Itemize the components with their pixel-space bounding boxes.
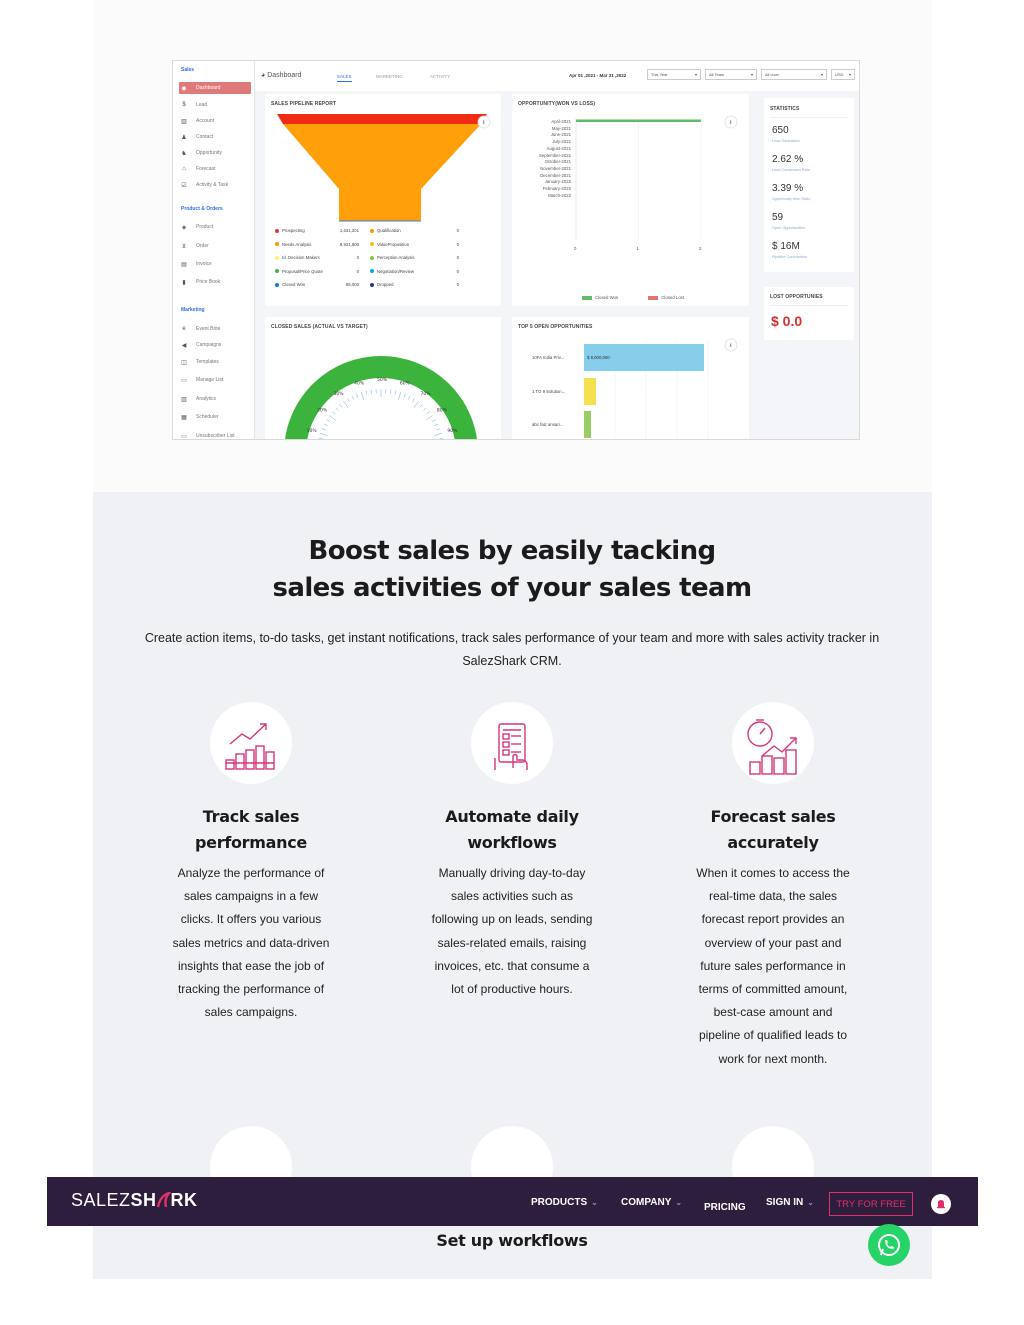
- sidebar-item-unsubscriber-list[interactable]: [179, 430, 251, 440]
- legend-label: Prospecting: [282, 228, 305, 233]
- legend-dot: [370, 229, 374, 233]
- feature-description-line: future sales performance in: [700, 958, 846, 973]
- feature-description-line: work for next month.: [718, 1051, 828, 1066]
- gauge-tick: [322, 429, 326, 431]
- chevron-down-icon: ⌄: [807, 1198, 814, 1207]
- gauge-tick-label: 80%: [436, 408, 447, 414]
- gauge-tick-label: 60%: [399, 381, 410, 387]
- top5-label: 1 TO 9 Solution...: [532, 389, 566, 394]
- legend-item[interactable]: [370, 255, 415, 260]
- download-icon: ⬇: [481, 120, 486, 126]
- opportunity-card: [512, 94, 749, 306]
- shark-fin-icon: [157, 1192, 171, 1208]
- legend-dot: [275, 283, 279, 287]
- sidebar-item-label: Price Book: [196, 279, 221, 285]
- stat-value: 59: [772, 212, 784, 223]
- legend-label: Negotiation/Review: [377, 268, 415, 274]
- legend-value: 0: [456, 241, 459, 247]
- legend-item[interactable]: [370, 242, 409, 247]
- feature-description-line: invoices, etc. that consume a: [434, 958, 590, 973]
- feature-description-line: pipeline of qualified leads to: [698, 1028, 848, 1043]
- top5-card: [512, 317, 749, 440]
- feature-description-line: best-case amount and: [713, 1005, 833, 1020]
- sidebar-item-lead[interactable]: [179, 99, 251, 111]
- feature-description: [422, 862, 602, 1001]
- top5-label: abc faiz ansari...: [532, 422, 564, 427]
- statistics-card: [764, 98, 854, 272]
- feature-description-line: following up on leads, sending: [431, 912, 593, 927]
- gauge-tick-label: 30%: [333, 392, 344, 398]
- stat-label: Lead Generated: [772, 139, 800, 143]
- book-icon: ▮: [182, 279, 186, 286]
- calendar-icon: ▦: [181, 414, 187, 421]
- gauge-tick: [412, 398, 414, 401]
- whatsapp-icon: [876, 1232, 902, 1258]
- gauge-tick: [398, 392, 400, 400]
- month-label: November-2021: [540, 165, 571, 171]
- nav-label: COMPANY: [621, 1197, 672, 1208]
- x-tick-label: 2: [699, 246, 702, 251]
- legend-label: Proposal/Price Quote: [282, 268, 323, 274]
- whatsapp-button[interactable]: [868, 1224, 910, 1266]
- legend-dot: [370, 242, 374, 246]
- stat-label: Lead Conversion Rate: [772, 168, 810, 172]
- legend-item[interactable]: [275, 282, 305, 287]
- event-icon: e: [182, 326, 186, 332]
- list-icon: ▭: [181, 433, 187, 440]
- legend-item[interactable]: [370, 282, 393, 287]
- gauge-tick: [357, 394, 359, 398]
- gauge-tick: [348, 398, 350, 401]
- gauge-tick: [423, 408, 426, 411]
- stat-value: 650: [772, 125, 789, 136]
- gauge-tick: [361, 392, 363, 400]
- stat-value: 3.39 %: [772, 183, 804, 194]
- sidebar-item-label: Manage List: [196, 377, 224, 383]
- month-label: December-2021: [540, 172, 571, 178]
- tab-sales[interactable]: SALES: [337, 74, 352, 82]
- legend-value: 0: [456, 282, 459, 287]
- x-tick-label: 0: [574, 246, 577, 251]
- nav-sign-in[interactable]: [766, 1197, 814, 1208]
- legend-dot: [370, 269, 374, 273]
- top5-label: 10FA India Priv...: [532, 355, 565, 360]
- headline-line1: Boost sales by easily tacking: [308, 536, 716, 566]
- gauge-tick: [339, 404, 342, 407]
- nav-label: SIGN IN: [766, 1197, 804, 1208]
- dashboard-title-text: Dashboard: [267, 72, 302, 79]
- template-icon: ◫: [181, 359, 187, 366]
- feature-description-line: tracking the performance of: [177, 982, 325, 997]
- opportunity-icon: ♞: [181, 150, 187, 157]
- dashboard-screenshot: [172, 60, 860, 440]
- legend-label: Needs Analysis: [282, 241, 312, 247]
- feature-description-line: clicks. It offers you various: [180, 912, 322, 927]
- month-label: June-2021: [550, 132, 571, 138]
- legend-label-won: Closed Won: [595, 295, 619, 300]
- feature-description: [683, 862, 863, 1071]
- card-title: SALES PIPELINE REPORT: [271, 101, 337, 107]
- feature-title: accurately: [727, 833, 819, 852]
- legend-item[interactable]: [370, 228, 401, 233]
- sales-pipeline-card: [265, 94, 501, 306]
- month-label: August-2021: [546, 145, 571, 151]
- card-title: OPPORTUNITY(WON VS LOSS): [518, 101, 596, 107]
- legend-value: 85,000: [345, 282, 359, 287]
- box-icon: ◈: [181, 224, 187, 231]
- intro-line1: Create action items, to-do tasks, get instant notifications, track sales performance of your team and more with sales activity tracker in: [144, 631, 880, 645]
- card-title: LOST OPPORTUNIES: [770, 294, 823, 300]
- notification-button[interactable]: [931, 1194, 951, 1214]
- legend-dot: [275, 256, 279, 260]
- legend-label: Qualification: [377, 228, 401, 233]
- stat-label: Open Opportunities: [772, 226, 805, 230]
- gauge-tick: [395, 391, 396, 395]
- feature-description-line: real-time data, the sales: [708, 889, 838, 904]
- month-label: October-2021: [544, 159, 571, 165]
- legend-label-lost: Closed Lost: [661, 295, 685, 300]
- gauge-tick-label: 90%: [447, 429, 458, 435]
- opportunity-month-labels: [512, 94, 571, 306]
- gauge-tick-label: 70%: [420, 392, 431, 398]
- currency-select[interactable]: USD ▾: [831, 69, 855, 80]
- dashboard-icon: ◉: [181, 85, 187, 92]
- sidebar-item-label: Unsubscriber List: [196, 433, 235, 439]
- legend-value: 0: [456, 268, 459, 274]
- x-tick-label: 1: [636, 246, 639, 251]
- gauge-tick: [439, 438, 443, 439]
- period-select[interactable]: This Year ▾: [647, 69, 701, 80]
- feature-description-line: forecast report provides an: [701, 912, 845, 927]
- salezshark-logo[interactable]: [71, 1190, 198, 1211]
- gauge-tick: [336, 408, 339, 411]
- chevron-down-icon: ⌄: [591, 1198, 598, 1207]
- funnel-segment-prospecting: [277, 114, 487, 124]
- card-title: CLOSED SALES (ACTUAL VS TARGET): [271, 324, 368, 330]
- sidebar-item-order[interactable]: [179, 240, 251, 252]
- growth-chart-icon: [210, 702, 292, 784]
- megaphone-icon: ◀: [181, 342, 187, 349]
- user-select[interactable]: All User ▾: [761, 69, 827, 80]
- nav-label: PRODUCTS: [531, 1197, 588, 1208]
- forecast-icon: ⌂: [182, 166, 186, 172]
- gauge-tick: [366, 391, 367, 395]
- gauge-tick: [420, 404, 423, 407]
- gauge-tick: [426, 415, 432, 420]
- sidebar-item-label: Product: [196, 224, 214, 230]
- legend-swatch-lost: [648, 296, 658, 300]
- sidebar-item-label: Analytics: [196, 396, 217, 402]
- gauge-tick: [404, 394, 406, 398]
- stat-value: 2.62 %: [772, 154, 804, 165]
- sidebar-group-sales: Sales: [181, 67, 195, 73]
- contact-icon: ♟: [181, 134, 187, 141]
- month-label: May-2021: [551, 125, 571, 131]
- gauge-tick-label: 20%: [317, 408, 328, 414]
- bank-icon: ▥: [181, 118, 187, 125]
- sidebar-item-label: Campaigns: [196, 342, 222, 348]
- legend-swatch-won: [582, 296, 592, 300]
- legend-value: 0: [356, 255, 359, 260]
- headline-line2: sales activities of your sales team: [272, 573, 752, 603]
- legend-value: 0: [456, 228, 459, 233]
- sidebar-item-templates[interactable]: [179, 356, 251, 368]
- sidebar-item-activity-task[interactable]: [179, 179, 251, 191]
- lost-opportunities-card: [764, 287, 854, 340]
- nav-products[interactable]: [531, 1197, 598, 1208]
- feature-description-line: sales activities such as: [450, 889, 574, 904]
- bell-icon: [935, 1198, 947, 1210]
- sidebar-item-price-book[interactable]: [179, 276, 251, 288]
- feature-title: performance: [195, 833, 307, 852]
- gauge-tick: [352, 396, 354, 400]
- gauge-tick-label: 50%: [377, 378, 388, 383]
- sidebar-item-analytics[interactable]: [179, 393, 251, 405]
- feature-description: [161, 862, 341, 1024]
- feature-icon-circle: [471, 702, 553, 784]
- nav-pricing[interactable]: [704, 1202, 746, 1213]
- sidebar-item-label: Opportunity: [196, 150, 222, 156]
- gauge-tick: [434, 424, 438, 426]
- task-icon: ☑: [181, 182, 187, 189]
- feature-description-line: sales-related emails, raising: [437, 935, 587, 950]
- feature-title: Track sales: [202, 807, 300, 826]
- feature-icon-circle: [732, 702, 814, 784]
- feature-description-line: overview of your past and: [704, 935, 842, 950]
- closed-sales-card: [265, 317, 501, 440]
- feature-description-line: Manually driving day-to-day: [438, 866, 586, 880]
- sidebar-item-scheduler[interactable]: [179, 411, 251, 423]
- sidebar-item-label: Dashboard: [196, 85, 221, 91]
- gauge-tick: [427, 411, 430, 414]
- logo-text-part2: SH: [130, 1190, 157, 1210]
- stat-label: Opportunity Won Ratio: [772, 197, 811, 201]
- sticky-navbar: [47, 1177, 978, 1226]
- sidebar-item-label: Event Brite: [196, 326, 221, 332]
- legend-value: 8,921,800: [339, 241, 359, 247]
- legend-dot: [275, 269, 279, 273]
- legend-value: 1,631,201: [339, 228, 359, 233]
- nav-company[interactable]: [621, 1197, 682, 1208]
- sidebar-item-account[interactable]: [179, 115, 251, 127]
- cart-icon: ⊻: [181, 243, 187, 250]
- legend-label: Dropped: [377, 282, 394, 287]
- try-for-free-button[interactable]: TRY FOR FREE: [829, 1192, 913, 1216]
- legend-label: Perception Analysis: [377, 255, 415, 260]
- pipeline-funnel: [265, 94, 501, 306]
- dashboard-header: [255, 61, 860, 91]
- feature-description-line: Analyze the performance of: [177, 866, 325, 880]
- gauge-tick: [434, 433, 442, 435]
- top5-bar: [584, 411, 591, 438]
- analytics-icon: ▥: [181, 396, 187, 403]
- feature-description-line: lot of productive hours.: [451, 982, 573, 997]
- feature-title: Forecast sales: [710, 807, 836, 826]
- legend-item[interactable]: [275, 255, 320, 260]
- sidebar-item-label: Lead: [196, 102, 208, 108]
- feature-description-line: terms of committed amount,: [698, 982, 848, 997]
- feature-description-line: sales metrics and data-driven: [172, 935, 330, 950]
- month-label: April-2021: [551, 119, 571, 124]
- card-title: STATISTICS: [770, 106, 800, 112]
- feature-description-line: sales campaigns.: [204, 1005, 298, 1020]
- invoice-icon: ▤: [181, 261, 187, 268]
- gauge-tick: [414, 401, 419, 407]
- bar-closed-won: [576, 120, 701, 123]
- sidebar-item-label: Order: [196, 243, 209, 249]
- month-label: September-2021: [538, 152, 571, 158]
- gauge-tick-label: 40%: [354, 381, 365, 387]
- date-range[interactable]: Apr 01 ,2021 - Mar 31 ,2022: [569, 73, 627, 78]
- sidebar-item-label: Account: [196, 118, 215, 124]
- sidebar-item-dashboard[interactable]: [179, 82, 251, 94]
- lost-value: $ 0.0: [771, 313, 803, 329]
- logo-text-part3: RK: [170, 1190, 198, 1210]
- feature-description-line: insights that ease the job of: [177, 958, 325, 973]
- legend-dot: [370, 256, 374, 260]
- list-icon: ▭: [181, 377, 187, 384]
- legend-value: 0: [356, 268, 359, 274]
- opportunity-legend: [582, 295, 684, 300]
- feature-icon-circle: [210, 702, 292, 784]
- sidebar-item-label: Forecast: [196, 166, 216, 172]
- feature-description-line: When it comes to access the: [696, 866, 850, 880]
- sidebar-item-opportunity[interactable]: [179, 147, 251, 159]
- dashboard-palette-icon: ◕: [261, 72, 268, 79]
- tab-activity[interactable]: ACTIVITY: [430, 74, 451, 79]
- month-label: January-2022: [544, 179, 571, 185]
- gauge-tick: [343, 401, 348, 407]
- download-icon: ⬇: [728, 343, 733, 349]
- gauge-tick-label: 10%: [306, 429, 317, 435]
- gauge-tick: [390, 390, 391, 394]
- legend-label: ValueProposition: [377, 241, 410, 247]
- feature-title: workflows: [467, 833, 557, 852]
- gauge-tick: [371, 390, 372, 394]
- top5-bar: [584, 378, 596, 405]
- gauge-tick: [319, 438, 323, 439]
- gauge-tick: [432, 420, 435, 422]
- sidebar-item-label: Activity & Task: [196, 182, 229, 188]
- chevron-down-icon: ⌄: [675, 1198, 683, 1207]
- funnel-segment-needs-analysis: [283, 124, 481, 221]
- sidebar-item-invoice[interactable]: [179, 258, 251, 270]
- sidebar-item-campaigns[interactable]: [179, 339, 251, 351]
- feature-description-line: sales campaigns in a few: [183, 889, 319, 904]
- dashboard-title: [261, 72, 301, 79]
- legend-value: 0: [456, 255, 459, 260]
- sidebar-item-label: Invoice: [196, 261, 212, 267]
- tab-marketing[interactable]: MARKETING: [376, 74, 403, 79]
- legend-label: Closed Won: [282, 282, 306, 287]
- stat-label: Pipeline Contribution: [772, 255, 808, 259]
- sidebar-group-product-orders: Product & Orders: [181, 206, 223, 212]
- card-title: TOP 5 OPEN OPPORTUNITIES: [518, 324, 593, 330]
- stat-value: $ 16M: [772, 241, 800, 252]
- sidebar-item-label: Templates: [196, 359, 219, 365]
- closed-sales-gauge: [265, 317, 501, 440]
- gauge-tick: [332, 411, 335, 414]
- sidebar-item-label: Contact: [196, 134, 214, 140]
- logo-text-part1: SALEZ: [71, 1190, 131, 1210]
- legend-dot: [275, 242, 279, 246]
- month-label: July-2021: [552, 139, 571, 145]
- intro-line2: SalezShark CRM.: [462, 654, 562, 668]
- dashboard-sidebar: [173, 61, 255, 440]
- legend-item[interactable]: [370, 269, 414, 274]
- feature-title: Automate daily: [445, 807, 579, 826]
- next-section-heading: Set up workflows: [436, 1231, 588, 1250]
- sidebar-group-marketing: Marketing: [181, 307, 205, 313]
- gauge-tick: [326, 420, 329, 422]
- month-label: March-2022: [548, 192, 571, 198]
- forecast-gauge-icon: [732, 702, 814, 784]
- team-select[interactable]: All Team ▾: [705, 69, 757, 80]
- nav-label: PRICING: [704, 1202, 746, 1213]
- legend-dot: [370, 283, 374, 287]
- divider: [770, 305, 848, 306]
- sidebar-item-product[interactable]: [179, 221, 251, 233]
- top5-value: $ 8,000,000: [587, 355, 610, 360]
- legend-item[interactable]: [275, 242, 311, 247]
- legend-item[interactable]: [275, 228, 305, 233]
- gauge-tick: [320, 433, 328, 435]
- gauge-tick: [408, 396, 410, 400]
- divider: [770, 117, 848, 118]
- month-label: February-2022: [542, 186, 571, 191]
- gauge-tick: [436, 429, 440, 431]
- legend-dot: [275, 229, 279, 233]
- sidebar-item-contact[interactable]: [179, 131, 251, 143]
- sidebar-item-label: Scheduler: [196, 414, 219, 420]
- sidebar-item-event-brite[interactable]: [179, 323, 251, 335]
- lead-icon: $: [182, 102, 186, 108]
- download-icon: ⬇: [728, 120, 733, 126]
- gauge-tick: [324, 424, 328, 426]
- sidebar-item-forecast[interactable]: [179, 163, 251, 175]
- sidebar-item-manage-list[interactable]: [179, 374, 251, 386]
- legend-label: Id. Decision Makers: [282, 255, 320, 260]
- workflow-tablet-icon: [471, 702, 553, 784]
- gauge-tick: [329, 415, 335, 420]
